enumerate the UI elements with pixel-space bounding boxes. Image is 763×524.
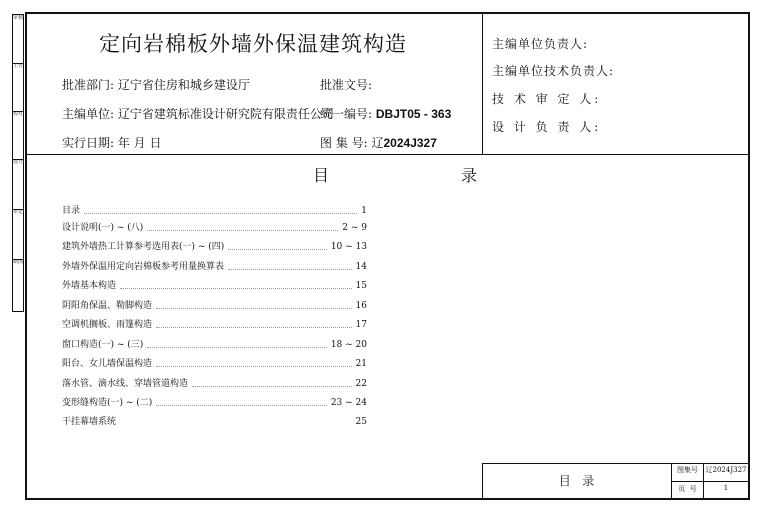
toc-row[interactable]	[62, 395, 367, 411]
unified-number-value: DBJT05 - 363	[375, 107, 452, 121]
toc-row[interactable]	[62, 298, 367, 314]
title-block-atlas-label: 图集号	[677, 466, 698, 474]
binding-strip	[12, 14, 24, 312]
title-block-name: 目 录	[558, 474, 595, 488]
toc-leader	[156, 405, 327, 406]
toc-title: 目录	[62, 206, 81, 216]
title-block-mid	[671, 481, 749, 482]
toc-row[interactable]	[62, 337, 367, 353]
implementation-date: 实行日期: 年 月 日	[62, 136, 162, 150]
toc-leader	[120, 288, 352, 289]
contents-heading-right: 录	[461, 166, 478, 185]
toc-title: 干挂幕墙系统	[62, 417, 117, 427]
atlas-number-value: 2024J327	[383, 136, 437, 150]
toc-leader	[156, 327, 352, 328]
toc-row[interactable]	[62, 356, 367, 372]
toc-title: 落水管、滴水线、穿墙管道构造	[62, 379, 189, 389]
header-vertical-divider	[482, 13, 483, 154]
toc-title: 变形缝构造(一) ~ (二)	[62, 398, 153, 408]
toc-row[interactable]	[62, 220, 367, 236]
toc-page: 17	[355, 320, 367, 330]
toc-leader	[147, 347, 327, 348]
toc-row[interactable]	[62, 239, 367, 255]
editor-unit: 主编单位: 辽宁省建筑标准设计研究院有限责任公司	[62, 107, 334, 121]
toc-row[interactable]	[62, 259, 367, 275]
toc-row[interactable]	[62, 278, 367, 294]
toc-page: 14	[355, 262, 367, 272]
side-cell: 主管	[13, 63, 23, 112]
side-cell: 设计	[13, 159, 23, 210]
title-block-page-value: 1	[723, 484, 729, 492]
toc-row[interactable]	[62, 376, 367, 392]
toc-page: 1	[361, 206, 367, 216]
toc-leader	[147, 230, 338, 231]
toc-row[interactable]	[62, 317, 367, 333]
toc-page: 10 ~ 13	[330, 242, 367, 252]
design-head: 设 计 负 责 人:	[492, 120, 602, 134]
header-divider	[26, 154, 749, 155]
toc-page: 18 ~ 20	[330, 340, 367, 350]
side-cell: 审定	[13, 209, 23, 260]
toc-leader	[228, 269, 352, 270]
toc-title: 阳台、女儿墙保温构造	[62, 359, 153, 369]
toc-title: 空调机搁板、雨篷构造	[62, 320, 153, 330]
atlas-number-label: 图 集 号: 辽	[320, 136, 384, 150]
toc-title: 窗口构造(一) ~ (三)	[62, 340, 144, 350]
toc-page: 16	[355, 301, 367, 311]
unified-number	[320, 105, 451, 122]
toc-leader	[156, 366, 352, 367]
toc-title: 建筑外墙热工计算参考选用表(一) ~ (四)	[62, 242, 225, 252]
side-cell: 校对	[13, 111, 23, 160]
toc-page: 23 ~ 24	[330, 398, 367, 408]
toc-row[interactable]	[62, 203, 367, 219]
toc-page: 15	[355, 281, 367, 291]
unified-number-label: 统一编号:	[320, 107, 373, 121]
approval-doc: 批准文号:	[320, 78, 373, 92]
toc-leader	[156, 308, 352, 309]
side-cell: 制图	[13, 259, 23, 265]
toc-title: 设计说明(一) ~ (八)	[62, 223, 144, 233]
chief-tech-head: 主编单位技术负责人:	[492, 64, 615, 78]
approval-dept: 批准部门: 辽宁省住房和城乡建设厅	[62, 78, 250, 92]
toc-leader	[228, 249, 327, 250]
title-block-page-label: 页 号	[678, 485, 697, 493]
toc-page: 25	[355, 417, 367, 427]
toc-row[interactable]	[62, 414, 367, 430]
toc-leader	[192, 386, 352, 387]
toc-title: 外墙外保温用定向岩棉板参考用量换算表	[62, 262, 225, 272]
atlas-number	[320, 134, 437, 151]
tech-approver: 技 术 审 定 人:	[492, 92, 602, 106]
toc-title: 外墙基本构造	[62, 281, 117, 291]
document-title: 定向岩棉板外墙外保温建筑构造	[99, 32, 407, 56]
toc-page: 22	[355, 379, 367, 389]
side-cell: 审核	[13, 15, 23, 64]
toc-leader	[84, 213, 357, 214]
contents-heading-left: 目	[313, 166, 330, 185]
title-block-atlas-value: 辽2024J327	[705, 466, 747, 474]
toc-title: 阴阳角保温、勒脚构造	[62, 301, 153, 311]
chief-unit-head: 主编单位负责人:	[492, 37, 589, 51]
toc-page: 21	[355, 359, 367, 369]
toc-page: 2 ~ 9	[342, 223, 367, 233]
